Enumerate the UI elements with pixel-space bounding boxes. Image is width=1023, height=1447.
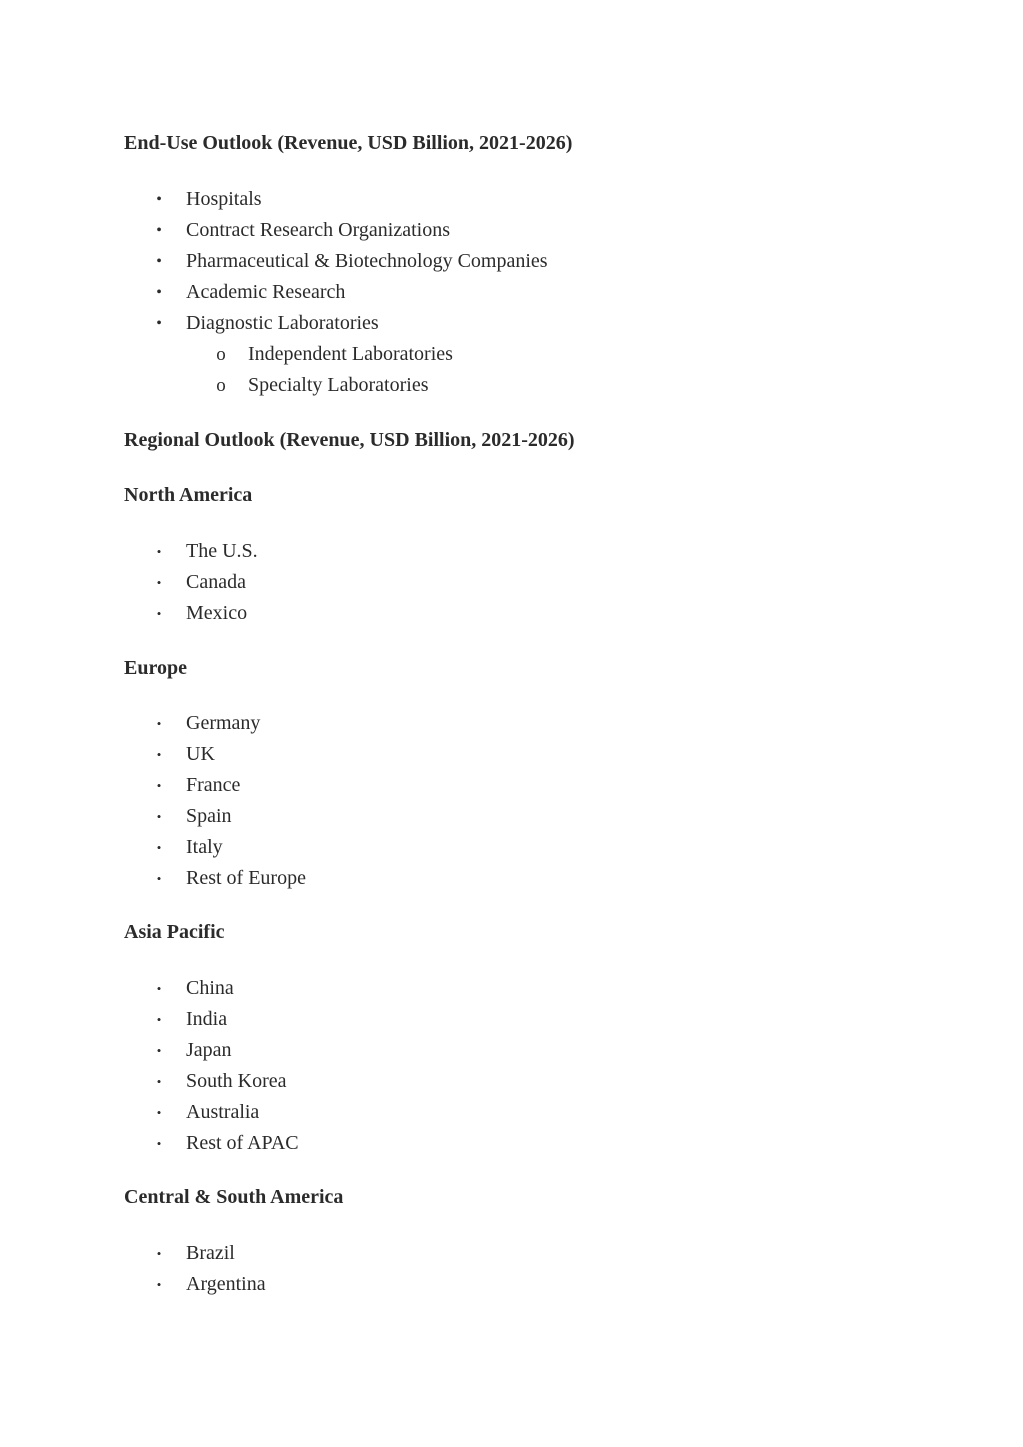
central-south-america-heading: Central & South America [124, 1186, 344, 1208]
list-item-label: The U.S. [186, 540, 258, 562]
list-item-label: India [186, 1008, 228, 1030]
bullet-disc: • [156, 284, 162, 301]
bullet-disc: • [156, 840, 162, 855]
bullet-circle: o [216, 344, 226, 365]
bullet-disc: • [156, 1012, 162, 1027]
list-item-label: Germany [186, 712, 261, 734]
bullet-circle: o [216, 375, 226, 396]
bullet-disc: • [156, 575, 162, 590]
list-item-label: Brazil [186, 1242, 235, 1264]
bullet-disc: • [156, 222, 162, 239]
list-item-label: Italy [186, 836, 223, 858]
bullet-disc: • [156, 871, 162, 886]
enduse-heading: End-Use Outlook (Revenue, USD Billion, 2021-2026) [124, 132, 573, 154]
europe-heading: Europe [124, 657, 187, 679]
bullet-disc: • [156, 1246, 162, 1261]
bullet-disc: • [156, 606, 162, 621]
bullet-disc: • [156, 1043, 162, 1058]
list-item-label: South Korea [186, 1070, 287, 1092]
bullet-disc: • [156, 716, 162, 731]
bullet-disc: • [156, 1136, 162, 1151]
list-item-label: Japan [186, 1039, 232, 1061]
list-item-label: France [186, 774, 241, 796]
bullet-disc: • [156, 1074, 162, 1089]
list-item-label: Spain [186, 805, 232, 827]
sub-list-item-label: Independent Laboratories [248, 343, 453, 365]
bullet-disc: • [156, 191, 162, 208]
north-america-heading: North America [124, 484, 253, 506]
list-item-label: Mexico [186, 602, 248, 624]
bullet-disc: • [156, 1277, 162, 1292]
list-item-label: UK [186, 743, 215, 765]
asia-pacific-heading: Asia Pacific [124, 921, 225, 943]
sub-list-item-label: Specialty Laboratories [248, 374, 429, 396]
list-item-label: Diagnostic Laboratories [186, 312, 379, 334]
list-item-label: Pharmaceutical & Biotechnology Companies [186, 250, 548, 272]
list-item-label: Canada [186, 571, 246, 593]
regional-heading: Regional Outlook (Revenue, USD Billion, 2021-2026) [124, 429, 575, 451]
list-item-label: Australia [186, 1101, 260, 1123]
list-item-label: China [186, 977, 234, 999]
bullet-disc: • [156, 778, 162, 793]
list-item-label: Argentina [186, 1273, 266, 1295]
list-item-label: Rest of APAC [186, 1132, 299, 1154]
bullet-disc: • [156, 253, 162, 270]
bullet-disc: • [156, 544, 162, 559]
list-item-label: Contract Research Organizations [186, 219, 450, 241]
bullet-disc: • [156, 809, 162, 824]
bullet-disc: • [156, 981, 162, 996]
list-item-label: Academic Research [186, 281, 346, 303]
bullet-disc: • [156, 747, 162, 762]
list-item-label: Hospitals [186, 188, 262, 210]
list-item-label: Rest of Europe [186, 867, 306, 889]
bullet-disc: • [156, 1105, 162, 1120]
bullet-disc: • [156, 315, 162, 332]
